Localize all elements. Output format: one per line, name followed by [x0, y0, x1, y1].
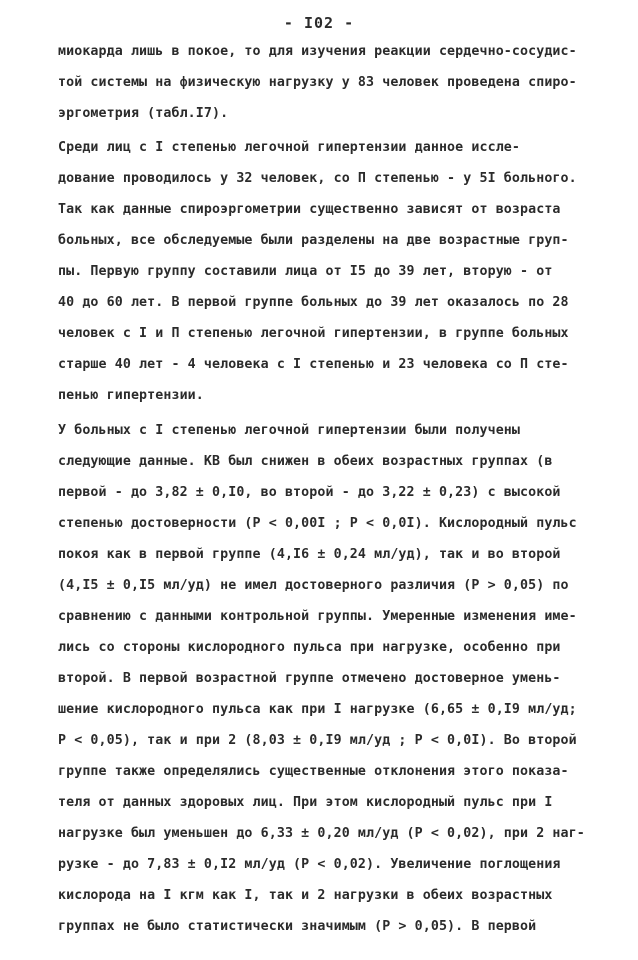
text-line: эргометрия (табл.I7).	[58, 106, 229, 121]
text-line: пенью гипертензии.	[58, 388, 204, 403]
text-line: Р < 0,05), так и при 2 (8,03 ± 0,I9 мл/уд ; Р < 0,0I). Во второй	[58, 733, 577, 748]
text-line: Среди лиц с I степенью легочной гипертензии данное иссле-	[58, 140, 521, 155]
text-line: теля от данных здоровых лиц. При этом кислородный пульс при I	[58, 795, 553, 810]
text-line: второй. В первой возрастной группе отмечено достоверное умень-	[58, 671, 561, 686]
text-line: пы. Первую группу составили лица от I5 до 39 лет, вторую - от	[58, 264, 553, 279]
text-line: У больных с I степенью легочной гипертензии были получены	[58, 423, 521, 438]
text-line: шение кислородного пульса как при I нагрузке (6,65 ± 0,I9 мл/уд;	[58, 702, 577, 717]
text-line: рузке - до 7,83 ± 0,I2 мл/уд (Р < 0,02). Увеличение поглощения	[58, 857, 561, 872]
text-line: нагрузке был уменьшен до 6,33 ± 0,20 мл/уд (Р < 0,02), при 2 наг-	[58, 826, 585, 841]
text-line: 40 до 60 лет. В первой группе больных до 39 лет оказалось по 28	[58, 295, 569, 310]
text-line: больных, все обследуемые были разделены на две возрастные груп-	[58, 233, 569, 248]
page-number: - I02 -	[283, 14, 355, 32]
text-line: миокарда лишь в покое, то для изучения реакции сердечно-сосудис-	[58, 44, 577, 59]
text-line: человек с I и П степенью легочной гипертензии, в группе больных	[58, 326, 569, 341]
text-line: (4,I5 ± 0,I5 мл/уд) не имел достоверного различия (Р > 0,05) по	[58, 578, 569, 593]
text-line: следующие данные. КВ был снижен в обеих возрастных группах (в	[58, 454, 553, 469]
text-line: старше 40 лет - 4 человека с I степенью и 23 человека со П сте-	[58, 357, 569, 372]
text-line: степенью достоверности (Р < 0,00I ; Р < 0,0I). Кислородный пульс	[58, 516, 577, 531]
text-line: той системы на физическую нагрузку у 83 человек проведена спиро-	[58, 75, 577, 90]
text-line: группах не было статистически значимым (Р > 0,05). В первой	[58, 919, 537, 934]
text-line: кислорода на I кгм как I, так и 2 нагрузки в обеих возрастных	[58, 888, 553, 903]
text-line: сравнению с данными контрольной группы. Умеренные изменения име-	[58, 609, 577, 624]
text-line: покоя как в первой группе (4,I6 ± 0,24 мл/уд), так и во второй	[58, 547, 561, 562]
text-line: группе также определялись существенные отклонения этого показа-	[58, 764, 569, 779]
text-line: дование проводилось у 32 человек, со П степенью - у 5I больного.	[58, 171, 577, 186]
text-line: первой - до 3,82 ± 0,I0, во второй - до 3,22 ± 0,23) с высокой	[58, 485, 561, 500]
text-line: лись со стороны кислородного пульса при нагрузке, особенно при	[58, 640, 561, 655]
text-line: Так как данные спироэргометрии существенно зависят от возраста	[58, 202, 561, 217]
